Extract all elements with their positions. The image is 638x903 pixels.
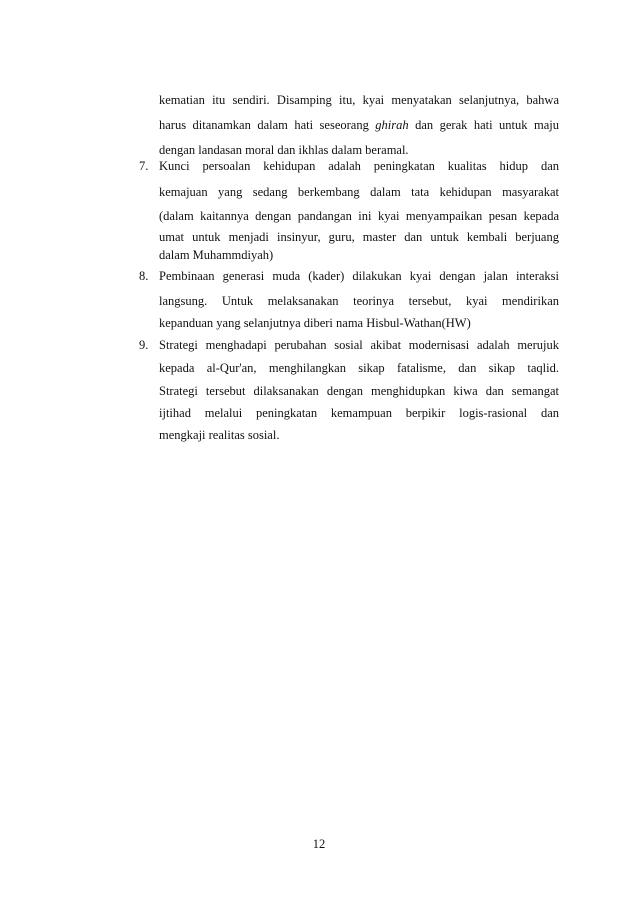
list-item-8-line-2: langsung. Untuk melaksanakan teorinya tersebut, kyai mendirikan xyxy=(159,294,559,308)
list-item-7-line-2: kemajuan yang sedang berkembang dalam tata kehidupan masyarakat xyxy=(159,185,559,199)
continuation-line-2-italic: ghirah xyxy=(375,118,409,132)
list-item-7-line-5: dalam Muhammdiyah) xyxy=(159,248,274,262)
list-item-8-line-1: Pembinaan generasi muda (kader) dilakukan kyai dengan jalan interaksi xyxy=(159,269,559,283)
list-item-9-line-3: Strategi tersebut dilaksanakan dengan menghidupkan kiwa dan semangat xyxy=(159,384,559,398)
list-item-9-line-2: kepada al-Qur'an, menghilangkan sikap fatalisme, dan sikap taqlid. xyxy=(159,361,559,375)
list-item-9-line-5: mengkaji realitas sosial. xyxy=(159,428,280,442)
list-item-9-line-4: ijtihad melalui peningkatan kemampuan berpikir logis-rasional dan xyxy=(159,406,559,420)
list-item-7-line-4: umat untuk menjadi insinyur, guru, master dan untuk kembali berjuang xyxy=(159,230,559,244)
list-item-number: 9. xyxy=(139,338,149,352)
list-item-9-line-1: Strategi menghadapi perubahan sosial akibat modernisasi adalah merujuk xyxy=(159,338,559,352)
continuation-line-2-after: dan gerak hati untuk maju xyxy=(415,118,559,132)
continuation-line-3: dengan landasan moral dan ikhlas dalam beramal. xyxy=(159,143,409,157)
list-item-7-line-1: Kunci persoalan kehidupan adalah peningkatan kualitas hidup dan xyxy=(159,159,559,173)
continuation-line-2-before: harus ditanamkan dalam hati seseorang xyxy=(159,118,369,132)
list-item-number: 7. xyxy=(139,159,149,173)
list-item-number: 8. xyxy=(139,269,149,283)
list-item-7-line-3: (dalam kaitannya dengan pandangan ini kyai menyampaikan pesan kepada xyxy=(159,209,559,223)
continuation-line-2 xyxy=(159,117,559,133)
continuation-line-1: kematian itu sendiri. Disamping itu, kyai menyatakan selanjutnya, bahwa xyxy=(159,93,559,107)
list-item-8-line-3: kepanduan yang selanjutnya diberi nama Hisbul-Wathan(HW) xyxy=(159,316,471,330)
page-number: 12 xyxy=(312,837,326,851)
